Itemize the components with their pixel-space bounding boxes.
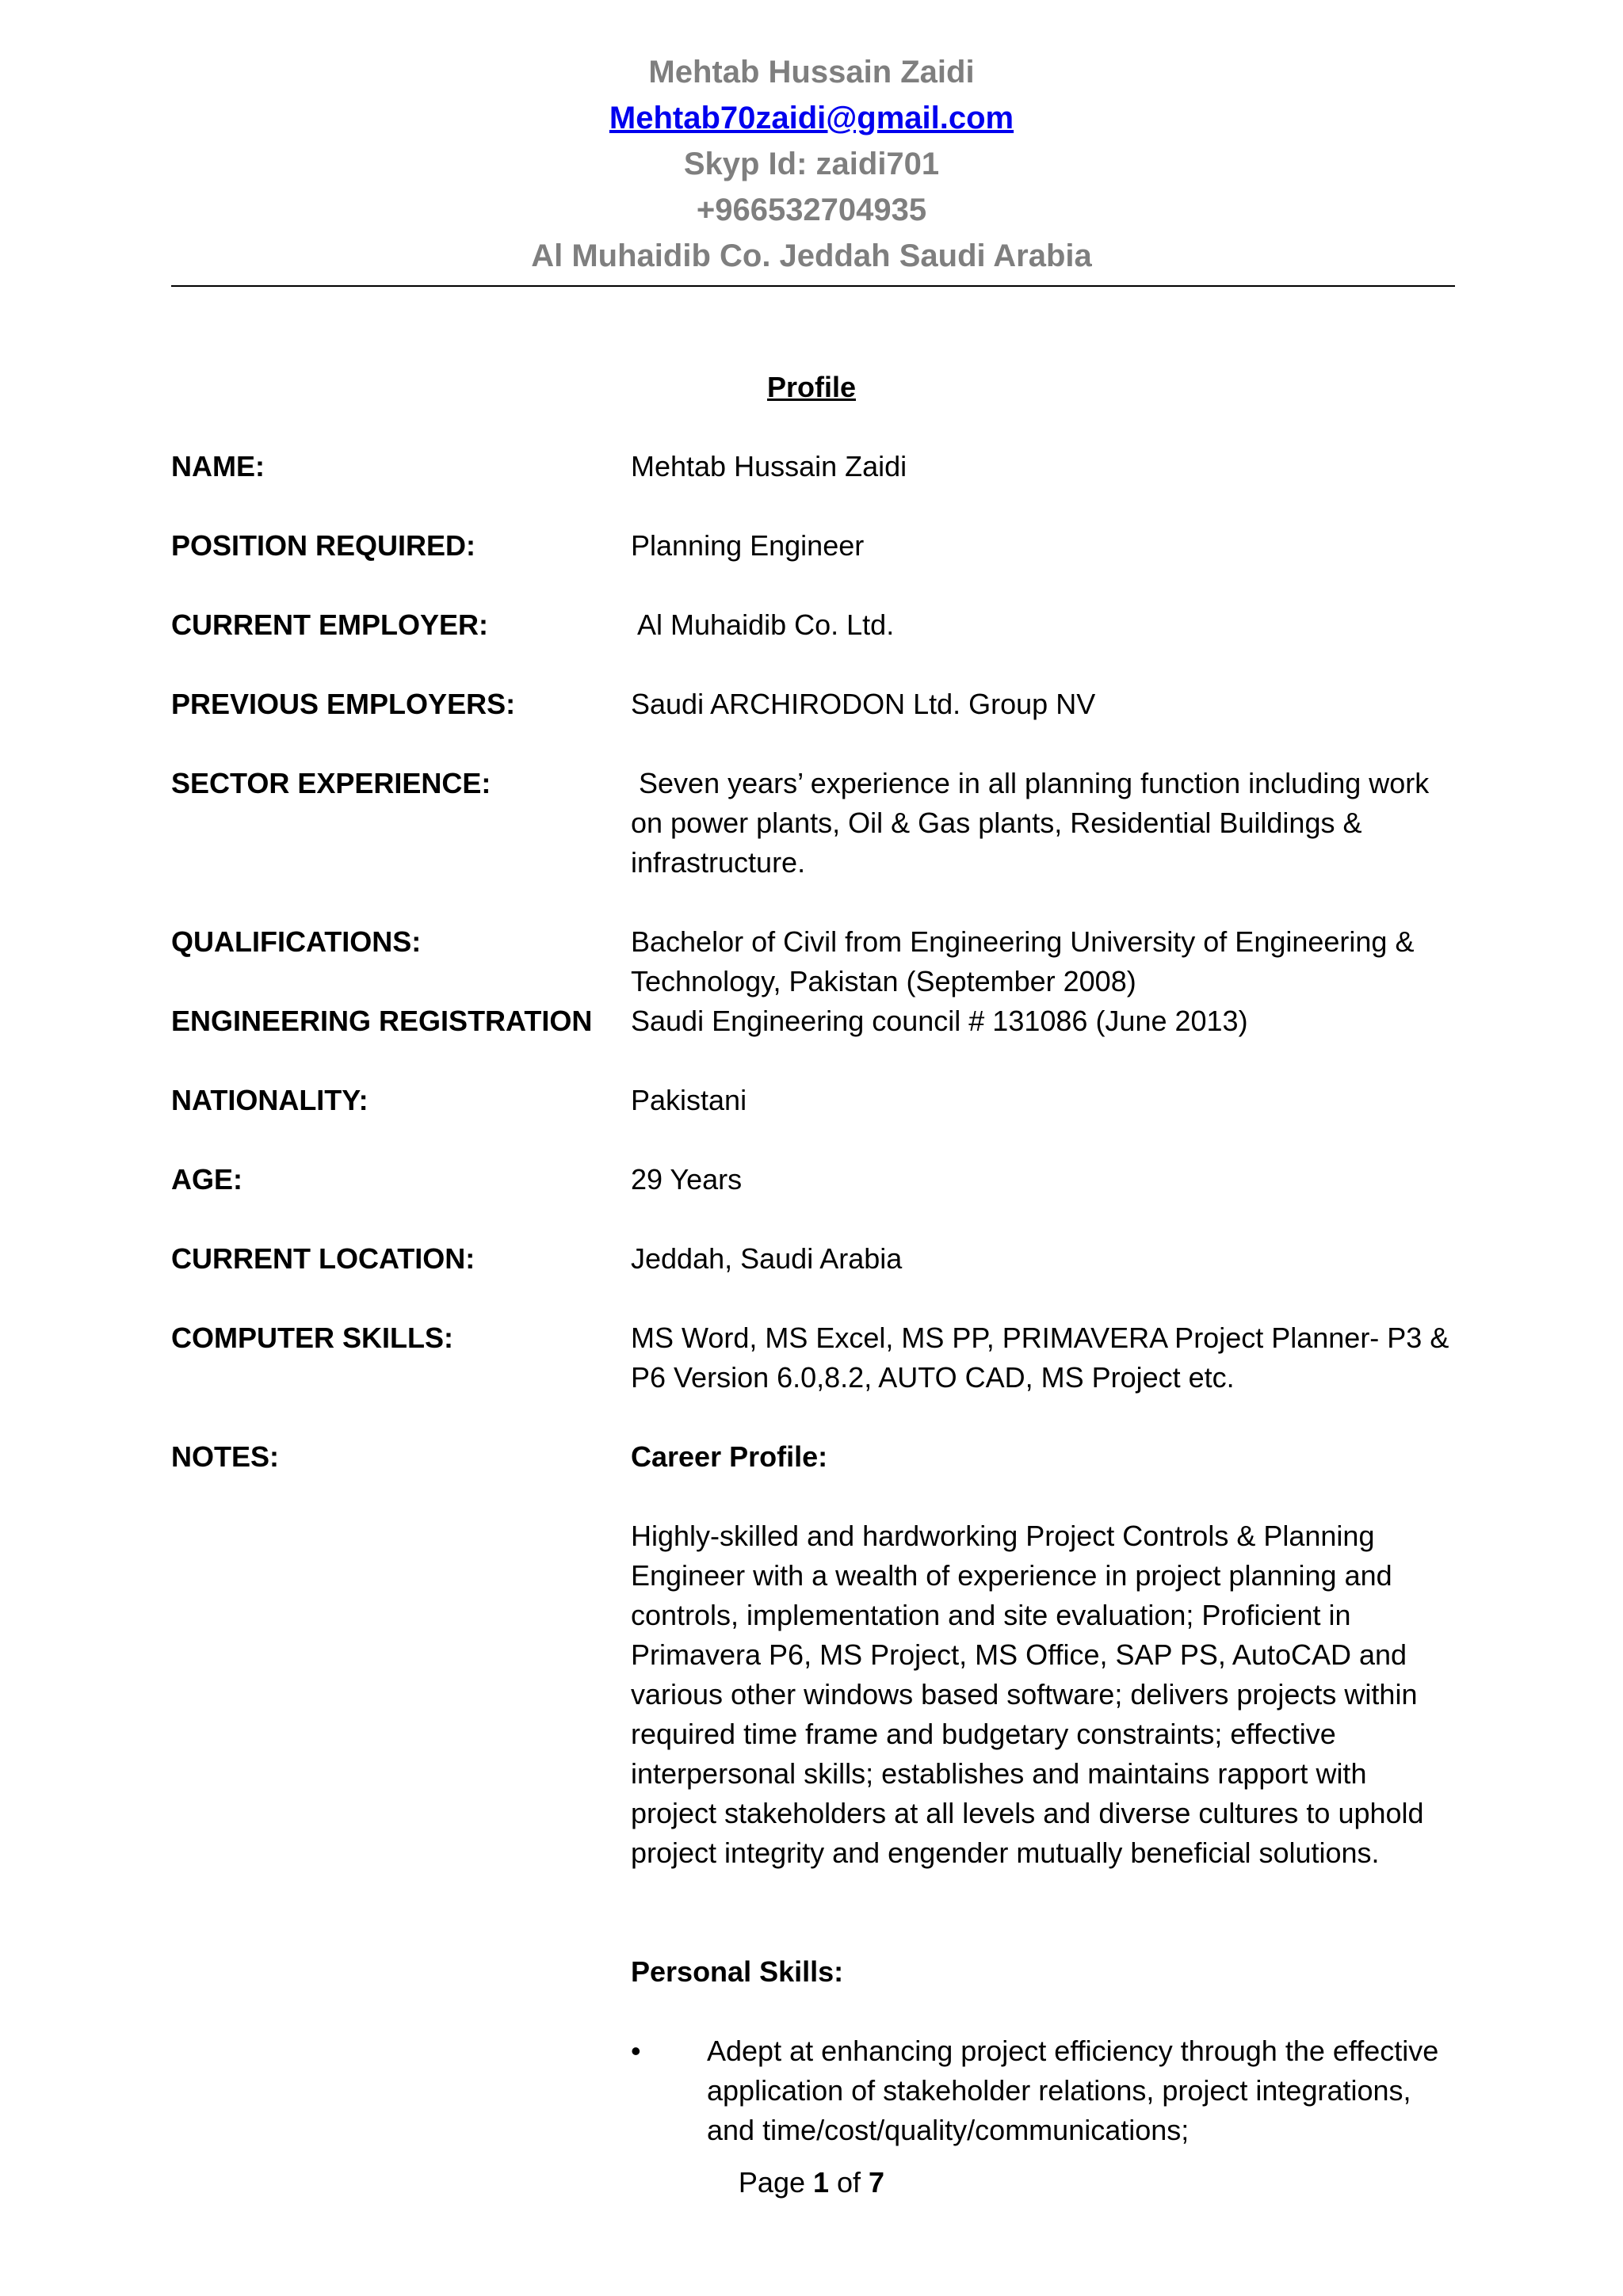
page-prefix: Page bbox=[738, 2166, 813, 2199]
page-footer bbox=[0, 2163, 1623, 2203]
section-title-profile: Profile bbox=[766, 371, 857, 403]
profile-value: Pakistani bbox=[631, 1084, 747, 1116]
profile-label: QUALIFICATIONS: bbox=[171, 925, 422, 958]
profile-label: CURRENT EMPLOYER: bbox=[171, 608, 489, 641]
email-link[interactable]: Mehtab70zaidi@gmail.com bbox=[609, 101, 1014, 135]
profile-value: Saudi Engineering council # 131086 (June 2013) bbox=[631, 1005, 1248, 1037]
profile-label: CURRENT LOCATION: bbox=[171, 1242, 475, 1275]
page-total: 7 bbox=[869, 2166, 885, 2199]
profile-label: PREVIOUS EMPLOYERS: bbox=[171, 688, 516, 720]
resume-header bbox=[0, 49, 1623, 279]
header-phone: +966532704935 bbox=[696, 193, 927, 227]
profile-value: Planning Engineer bbox=[631, 529, 865, 562]
profile-label: SECTOR EXPERIENCE: bbox=[171, 767, 491, 799]
profile-value: Jeddah, Saudi Arabia bbox=[631, 1242, 903, 1275]
profile-value: Al Muhaidib Co. Ltd. bbox=[631, 608, 895, 641]
profile-label: POSITION REQUIRED: bbox=[171, 529, 476, 562]
profile-label: AGE: bbox=[171, 1163, 242, 1196]
career-profile-paragraph: Highly-skilled and hardworking Project Controls & Planning Engineer with a wealth of experience in project planning and controls, implementation and site evaluation; Proficient in Primavera P6, MS Project, MS Office, SAP PS, AutoCAD and various other windows based software; delivers projects within required time frame and budgetary constraints; effective interpersonal skills; establishes and maintains rapport with project stakeholders at all levels and diverse cultures to uphold project integrity and engender mutually beneficial solutions. bbox=[631, 1520, 1424, 1869]
profile-label: ENGINEERING REGISTRATION bbox=[171, 1005, 593, 1037]
personal-skills-heading: Personal Skills: bbox=[631, 1955, 844, 1988]
profile-value: Seven years’ experience in all planning function including work on power plants, Oil & Gas plants, Residential Buildings & infrastructure. bbox=[631, 767, 1438, 879]
header-divider bbox=[171, 285, 1455, 287]
profile-value: Bachelor of Civil from Engineering University of Engineering & Technology, Pakistan (September 2008) bbox=[631, 925, 1415, 997]
profile-value: MS Word, MS Excel, MS PP, PRIMAVERA Project Planner- P3 & P6 Version 6.0,8.2, AUTO CAD, MS Project etc. bbox=[631, 1322, 1449, 1394]
profile-label: COMPUTER SKILLS: bbox=[171, 1322, 453, 1354]
page-middle: of bbox=[829, 2166, 869, 2199]
profile-value: Saudi ARCHIRODON Ltd. Group NV bbox=[631, 688, 1096, 720]
header-skype: Skyp Id: zaidi701 bbox=[683, 147, 940, 181]
header-name: Mehtab Hussain Zaidi bbox=[648, 55, 975, 90]
profile-label: NAME: bbox=[171, 450, 265, 482]
profile-label: NATIONALITY: bbox=[171, 1084, 369, 1116]
header-location: Al Muhaidib Co. Jeddah Saudi Arabia bbox=[531, 238, 1092, 273]
page-current: 1 bbox=[812, 2166, 830, 2199]
personal-skill-text: Adept at enhancing project efficiency through the effective application of stakeholder relations, project integrations, and time/cost/quality/communications; bbox=[707, 2035, 1439, 2146]
bullet-icon: • bbox=[631, 2035, 641, 2067]
profile-label: NOTES: bbox=[171, 1440, 280, 1473]
profile-value: Mehtab Hussain Zaidi bbox=[631, 450, 907, 482]
career-profile-heading: Career Profile: bbox=[631, 1440, 828, 1473]
profile-value: 29 Years bbox=[631, 1163, 743, 1196]
